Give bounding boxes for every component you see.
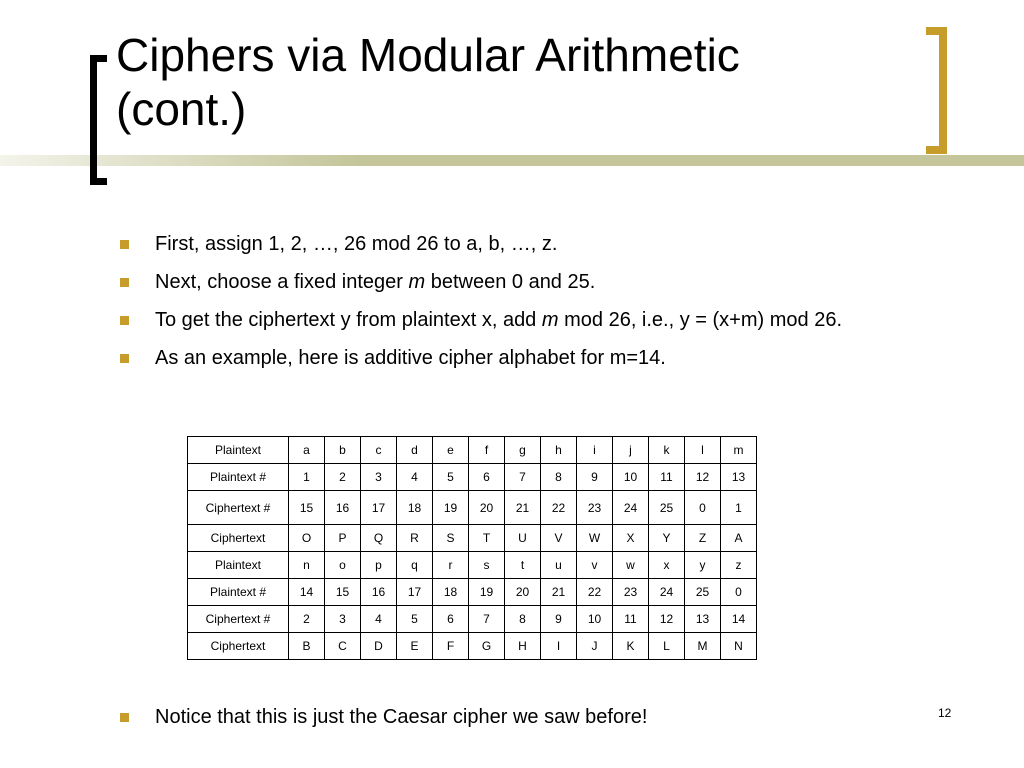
table-cell: x bbox=[649, 552, 685, 579]
table-cell: n bbox=[289, 552, 325, 579]
table-cell: 1 bbox=[289, 464, 325, 491]
table-cell: j bbox=[613, 437, 649, 464]
title-underline-band bbox=[0, 155, 1024, 166]
row-header-cell: Ciphertext bbox=[188, 633, 289, 660]
table-cell: 14 bbox=[721, 606, 757, 633]
table-cell: 15 bbox=[289, 491, 325, 525]
table-cell: 12 bbox=[649, 606, 685, 633]
slide-title-line1: Ciphers via Modular Arithmetic bbox=[116, 29, 740, 81]
row-header-cell: Ciphertext # bbox=[188, 606, 289, 633]
table-cell: 0 bbox=[685, 491, 721, 525]
table-cell: w bbox=[613, 552, 649, 579]
table-cell: Q bbox=[361, 525, 397, 552]
right-bracket-decoration bbox=[926, 27, 947, 154]
table-row bbox=[188, 579, 757, 606]
table-cell: 1 bbox=[721, 491, 757, 525]
table-cell: B bbox=[289, 633, 325, 660]
bullet-square-icon bbox=[120, 240, 129, 249]
table-row bbox=[188, 633, 757, 660]
bullet-item bbox=[118, 306, 948, 335]
bullet-list-bottom bbox=[118, 703, 948, 741]
table-cell: 18 bbox=[397, 491, 433, 525]
table-cell: 5 bbox=[433, 464, 469, 491]
bullet-item bbox=[118, 268, 948, 297]
left-bracket-decoration bbox=[90, 55, 107, 185]
bullet-text: Notice that this is just the Caesar cipher we saw before! bbox=[155, 706, 648, 728]
table-cell: 19 bbox=[433, 491, 469, 525]
table-cell: T bbox=[469, 525, 505, 552]
table-cell: e bbox=[433, 437, 469, 464]
table-cell: h bbox=[541, 437, 577, 464]
table-cell: W bbox=[577, 525, 613, 552]
table-cell: 15 bbox=[325, 579, 361, 606]
table-cell: 3 bbox=[325, 606, 361, 633]
bullet-text: As an example, here is additive cipher alphabet for m=14. bbox=[155, 347, 666, 369]
table-cell: c bbox=[361, 437, 397, 464]
bullet-item bbox=[118, 703, 948, 732]
table-cell: 19 bbox=[469, 579, 505, 606]
table-cell: 13 bbox=[721, 464, 757, 491]
table-row bbox=[188, 525, 757, 552]
table-cell: 16 bbox=[361, 579, 397, 606]
table-cell: V bbox=[541, 525, 577, 552]
cipher-table bbox=[187, 436, 757, 660]
bullet-variable: m bbox=[541, 309, 559, 331]
table-cell: G bbox=[469, 633, 505, 660]
bullet-text: First, assign 1, 2, …, 26 mod 26 to a, b, …, z. bbox=[155, 233, 558, 255]
table-cell: 22 bbox=[577, 579, 613, 606]
table-cell: 5 bbox=[397, 606, 433, 633]
bullet-variable: m bbox=[408, 271, 426, 293]
table-cell: 11 bbox=[649, 464, 685, 491]
table-cell: 3 bbox=[361, 464, 397, 491]
table-cell: 18 bbox=[433, 579, 469, 606]
table-cell: R bbox=[397, 525, 433, 552]
row-header-cell: Plaintext bbox=[188, 437, 289, 464]
table-cell: 2 bbox=[289, 606, 325, 633]
table-cell: 25 bbox=[685, 579, 721, 606]
table-cell: i bbox=[577, 437, 613, 464]
bullet-square-icon bbox=[120, 278, 129, 287]
table-cell: F bbox=[433, 633, 469, 660]
table-cell: I bbox=[541, 633, 577, 660]
bullet-item bbox=[118, 344, 948, 373]
table-cell: 23 bbox=[613, 579, 649, 606]
table-cell: E bbox=[397, 633, 433, 660]
bullet-item bbox=[118, 230, 948, 259]
table-cell: d bbox=[397, 437, 433, 464]
table-cell: 16 bbox=[325, 491, 361, 525]
table-cell: 4 bbox=[397, 464, 433, 491]
table-cell: s bbox=[469, 552, 505, 579]
table-cell: f bbox=[469, 437, 505, 464]
table-row bbox=[188, 437, 757, 464]
table-cell: z bbox=[721, 552, 757, 579]
table-cell: v bbox=[577, 552, 613, 579]
table-cell: U bbox=[505, 525, 541, 552]
bullet-square-icon bbox=[120, 354, 129, 363]
table-cell: 20 bbox=[505, 579, 541, 606]
table-cell: O bbox=[289, 525, 325, 552]
table-cell: M bbox=[685, 633, 721, 660]
bullet-list bbox=[118, 230, 948, 382]
table-row bbox=[188, 606, 757, 633]
table-cell: X bbox=[613, 525, 649, 552]
row-header-cell: Plaintext bbox=[188, 552, 289, 579]
table-cell: k bbox=[649, 437, 685, 464]
bullet-text: To get the ciphertext y from plaintext x, add bbox=[155, 309, 542, 331]
table-cell: 11 bbox=[613, 606, 649, 633]
table-cell: l bbox=[685, 437, 721, 464]
table-cell: 9 bbox=[541, 606, 577, 633]
table-cell: 22 bbox=[541, 491, 577, 525]
table-row bbox=[188, 552, 757, 579]
table-cell: 7 bbox=[469, 606, 505, 633]
table-cell: 25 bbox=[649, 491, 685, 525]
bullet-text: Next, choose a fixed integer bbox=[155, 271, 409, 293]
table-cell: K bbox=[613, 633, 649, 660]
table-row bbox=[188, 491, 757, 525]
table-cell: 13 bbox=[685, 606, 721, 633]
table-cell: 20 bbox=[469, 491, 505, 525]
bullet-text: mod 26, i.e., y = (x+m) mod 26. bbox=[558, 309, 842, 331]
row-header-cell: Ciphertext bbox=[188, 525, 289, 552]
table-cell: 17 bbox=[361, 491, 397, 525]
bullet-square-icon bbox=[120, 713, 129, 722]
table-cell: C bbox=[325, 633, 361, 660]
table-cell: 23 bbox=[577, 491, 613, 525]
table-cell: 0 bbox=[721, 579, 757, 606]
table-cell: 9 bbox=[577, 464, 613, 491]
table-cell: r bbox=[433, 552, 469, 579]
table-cell: D bbox=[361, 633, 397, 660]
table-cell: H bbox=[505, 633, 541, 660]
table-cell: 14 bbox=[289, 579, 325, 606]
table-cell: P bbox=[325, 525, 361, 552]
table-cell: J bbox=[577, 633, 613, 660]
row-header-cell: Plaintext # bbox=[188, 464, 289, 491]
table-cell: 17 bbox=[397, 579, 433, 606]
table-cell: 24 bbox=[613, 491, 649, 525]
table-cell: y bbox=[685, 552, 721, 579]
table-cell: 12 bbox=[685, 464, 721, 491]
table-cell: 6 bbox=[469, 464, 505, 491]
table-cell: p bbox=[361, 552, 397, 579]
table-cell: o bbox=[325, 552, 361, 579]
table-cell: 8 bbox=[541, 464, 577, 491]
table-cell: t bbox=[505, 552, 541, 579]
table-cell: b bbox=[325, 437, 361, 464]
table-cell: 10 bbox=[613, 464, 649, 491]
page-number: 12 bbox=[938, 706, 952, 720]
table-cell: Y bbox=[649, 525, 685, 552]
table-row bbox=[188, 464, 757, 491]
slide-title bbox=[116, 28, 916, 136]
row-header-cell: Plaintext # bbox=[188, 579, 289, 606]
table-cell: 8 bbox=[505, 606, 541, 633]
table-cell: 21 bbox=[541, 579, 577, 606]
table-cell: S bbox=[433, 525, 469, 552]
table-cell: N bbox=[721, 633, 757, 660]
table-cell: m bbox=[721, 437, 757, 464]
bullet-text: between 0 and 25. bbox=[425, 271, 596, 293]
table-cell: 24 bbox=[649, 579, 685, 606]
table-cell: 10 bbox=[577, 606, 613, 633]
table-cell: 2 bbox=[325, 464, 361, 491]
table-cell: 7 bbox=[505, 464, 541, 491]
table-cell: A bbox=[721, 525, 757, 552]
table-cell: L bbox=[649, 633, 685, 660]
table-cell: Z bbox=[685, 525, 721, 552]
table-cell: 21 bbox=[505, 491, 541, 525]
bullet-square-icon bbox=[120, 316, 129, 325]
table-cell: u bbox=[541, 552, 577, 579]
row-header-cell: Ciphertext # bbox=[188, 491, 289, 525]
table-cell: g bbox=[505, 437, 541, 464]
table-cell: q bbox=[397, 552, 433, 579]
table-cell: 4 bbox=[361, 606, 397, 633]
slide-title-line2: (cont.) bbox=[116, 83, 247, 135]
table-cell: 6 bbox=[433, 606, 469, 633]
table-cell: a bbox=[289, 437, 325, 464]
